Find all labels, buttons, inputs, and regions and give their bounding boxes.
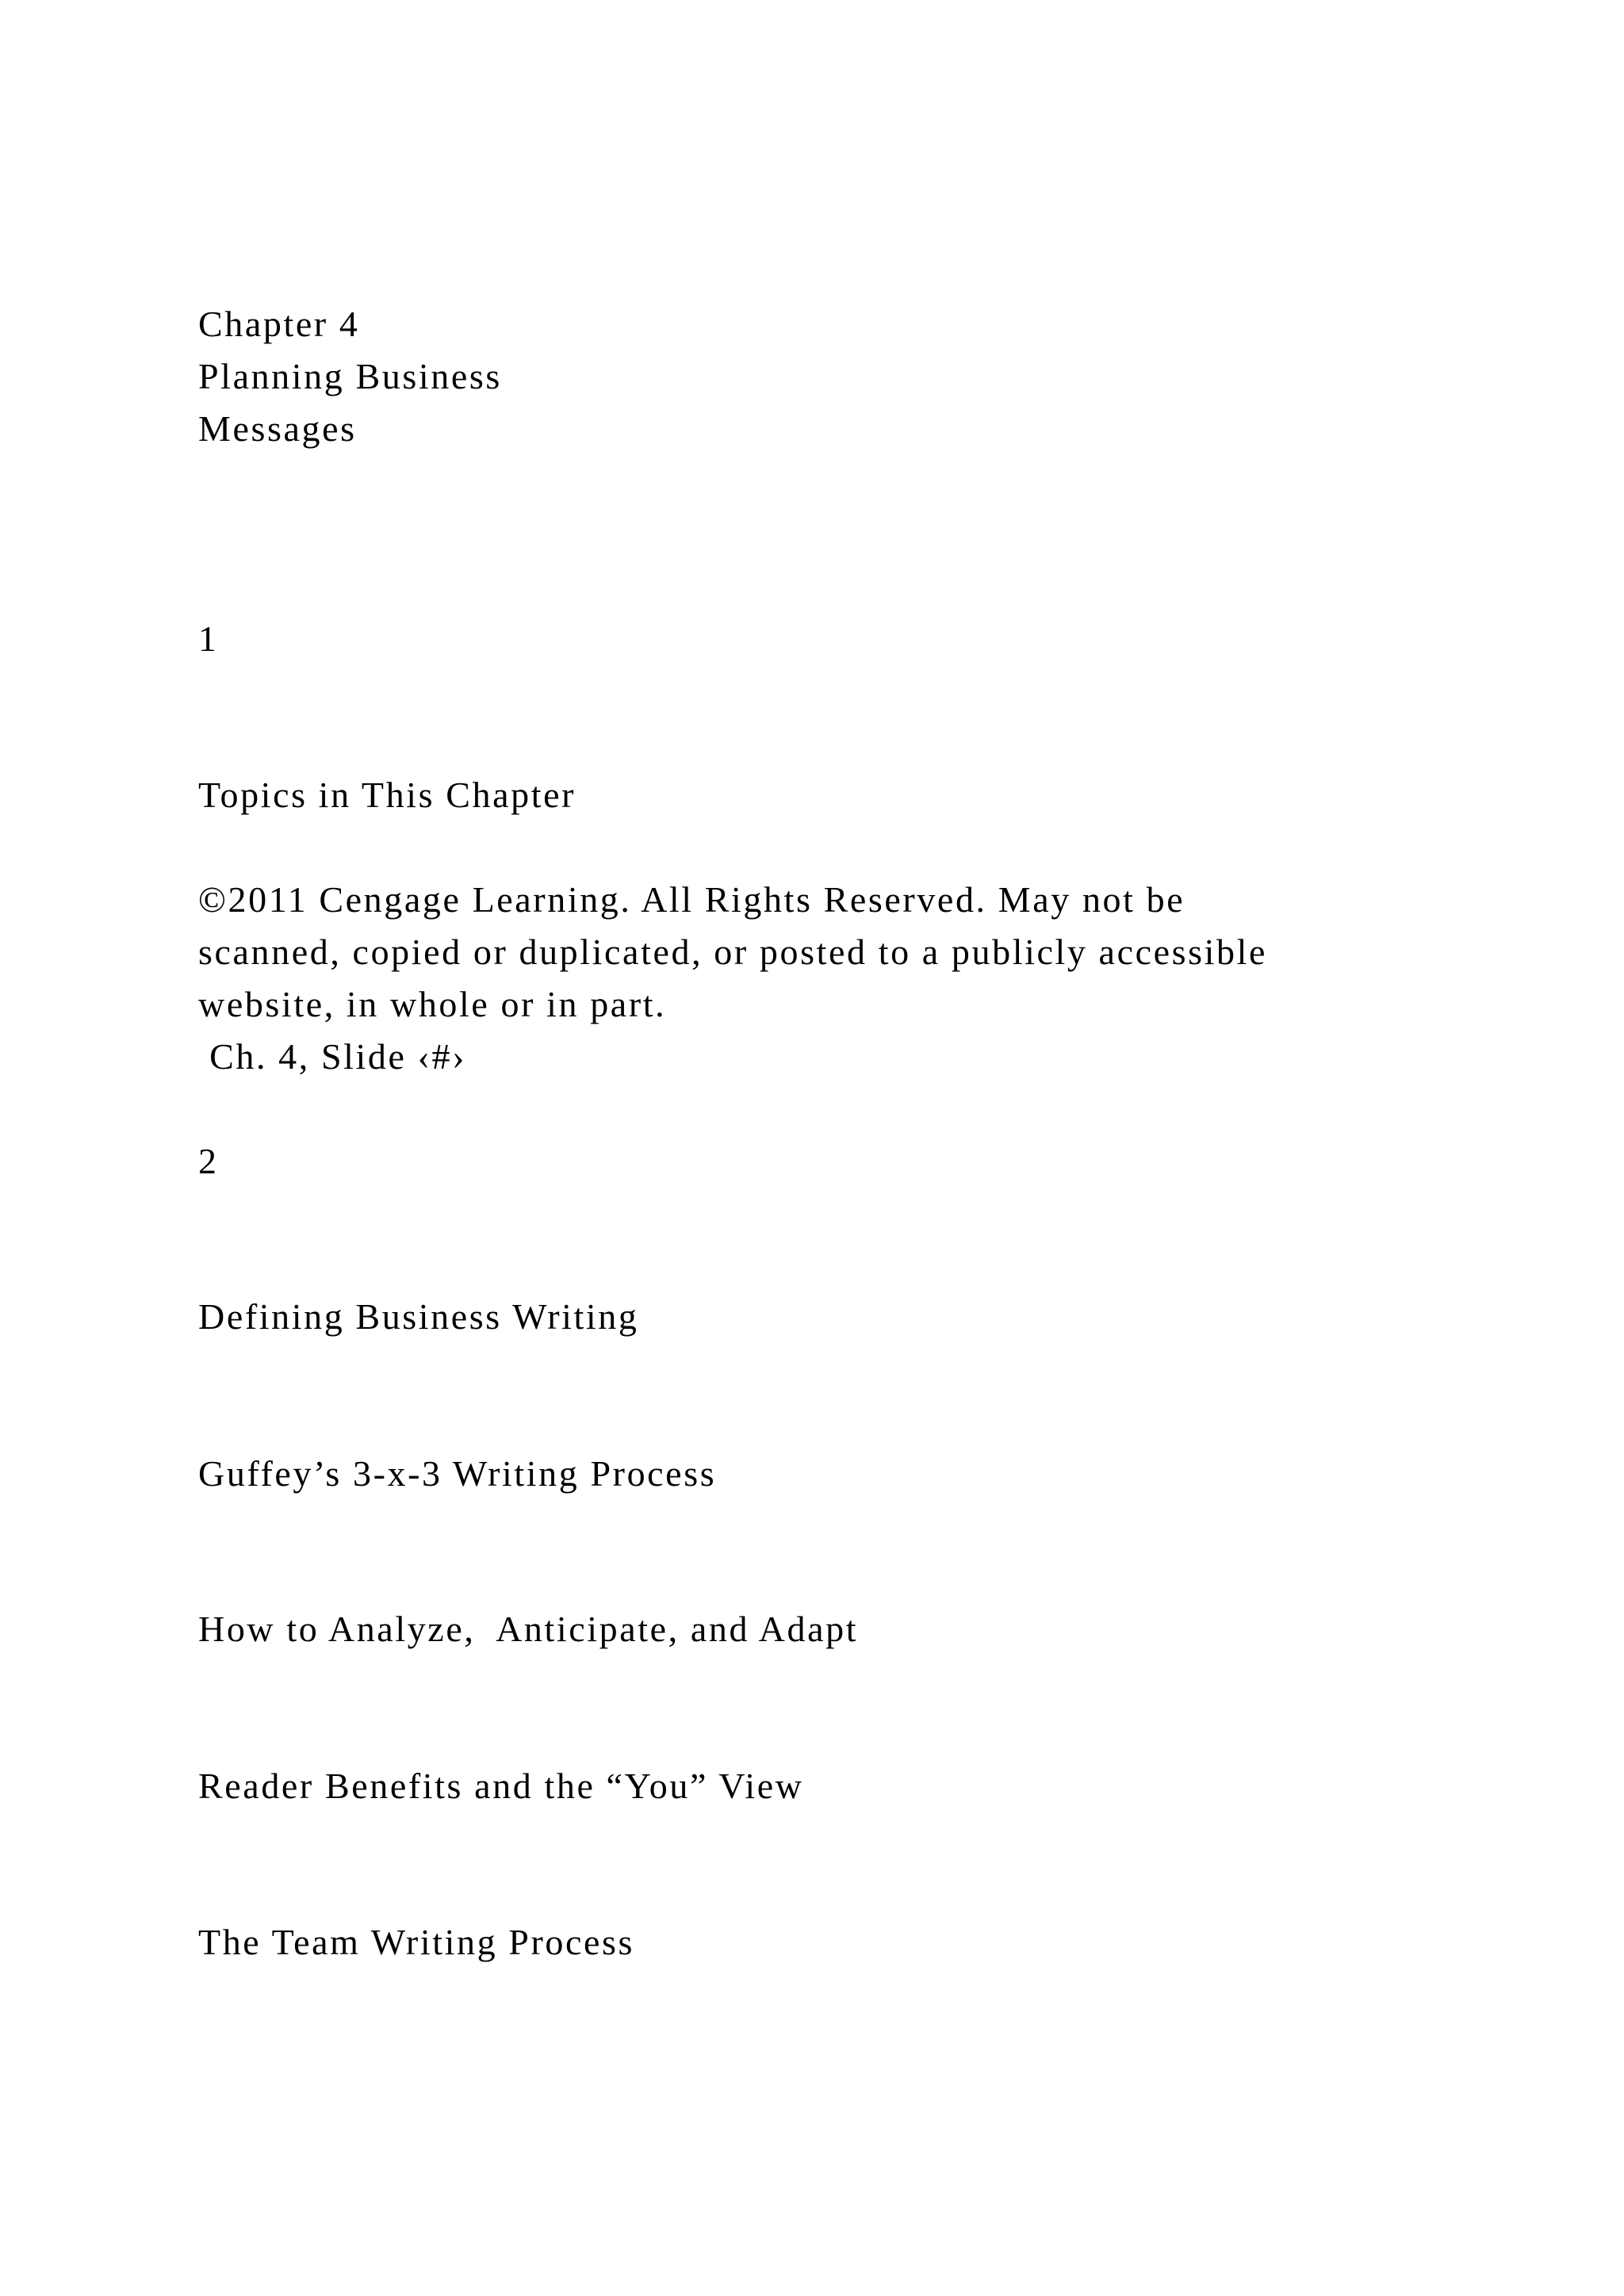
copyright-line-2: scanned, copied or duplicated, or posted to a publicly accessible <box>198 932 1267 972</box>
topic-item-5: The Team Writing Process <box>198 1922 635 1962</box>
slide-reference: Ch. 4, Slide ‹#› <box>198 1036 467 1077</box>
slide-number-2: 2 <box>198 1141 219 1181</box>
topic-item-1: Defining Business Writing <box>198 1296 639 1337</box>
topic-item-2: Guffey’s 3-x-3 Writing Process <box>198 1453 717 1494</box>
chapter-title-line-1: Chapter 4 <box>198 304 360 344</box>
copyright-line-1: ©2011 Cengage Learning. All Rights Reserved. May not be <box>198 879 1185 920</box>
slide-number-1: 1 <box>198 618 219 659</box>
topics-heading: Topics in This Chapter <box>198 775 576 815</box>
chapter-title-line-2: Planning Business <box>198 356 502 396</box>
topic-item-3: How to Analyze, Anticipate, and Adapt <box>198 1609 859 1649</box>
chapter-title-line-3: Messages <box>198 408 357 449</box>
copyright-line-3: website, in whole or in part. <box>198 984 667 1024</box>
topic-item-4: Reader Benefits and the “You” View <box>198 1766 804 1806</box>
